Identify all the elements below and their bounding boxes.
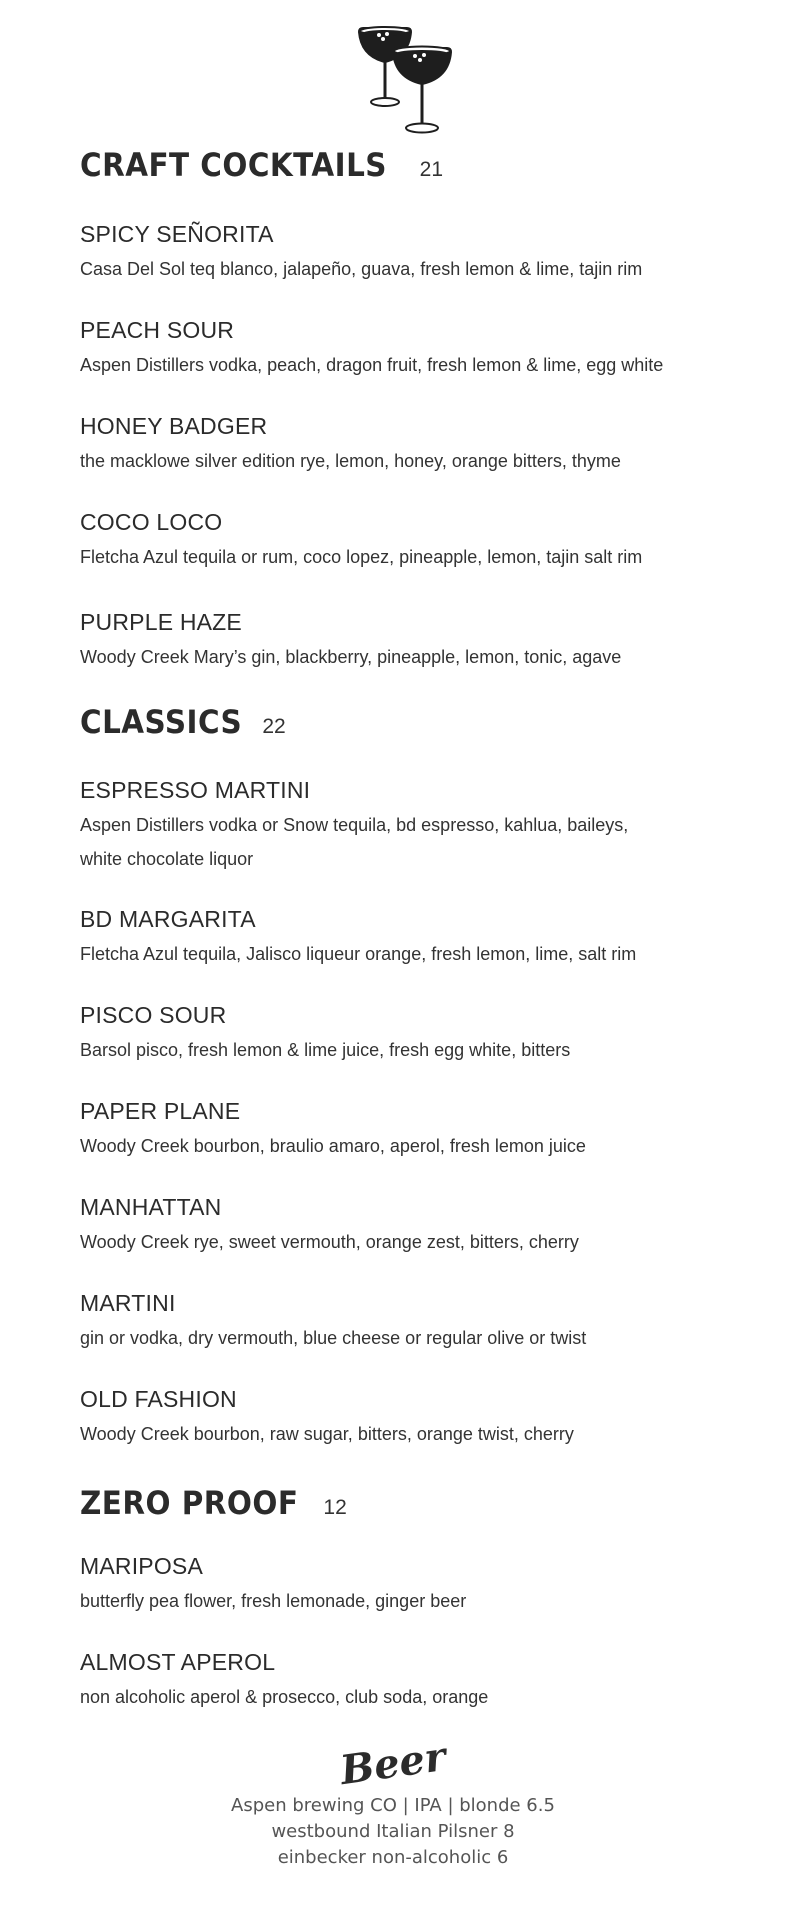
section-header-classics bbox=[80, 703, 286, 741]
section-header-zero-proof bbox=[80, 1484, 347, 1522]
section-title: CLASSICS bbox=[80, 703, 243, 741]
item-name: OLD FASHION bbox=[80, 1386, 237, 1412]
item-description: gin or vodka, dry vermouth, blue cheese or regular olive or twist bbox=[80, 1328, 587, 1348]
item-description: Woody Creek rye, sweet vermouth, orange zest, bitters, cherry bbox=[80, 1232, 579, 1252]
item-description: Casa Del Sol teq blanco, jalapeño, guava, fresh lemon & lime, tajin rim bbox=[80, 259, 643, 279]
section-price: 21 bbox=[419, 158, 443, 181]
menu-item bbox=[80, 1001, 740, 1067]
item-description: Aspen Distillers vodka, peach, dragon fruit, fresh lemon & lime, egg white bbox=[80, 355, 664, 375]
item-description: non alcoholic aperol & prosecco, club soda, orange bbox=[80, 1687, 489, 1707]
menu-item bbox=[80, 1385, 740, 1451]
menu-item bbox=[80, 1193, 740, 1259]
menu-item bbox=[80, 608, 740, 674]
item-description: the macklowe silver edition rye, lemon, honey, orange bitters, thyme bbox=[80, 451, 621, 471]
item-name: BD MARGARITA bbox=[80, 906, 256, 932]
item-description: butterfly pea flower, fresh lemonade, ginger beer bbox=[80, 1591, 467, 1611]
menu-item bbox=[80, 220, 740, 286]
item-name: ALMOST APEROL bbox=[80, 1649, 276, 1675]
beer-line: einbecker non-alcoholic 6 bbox=[277, 1847, 509, 1868]
item-name: PEACH SOUR bbox=[80, 317, 235, 343]
menu-item bbox=[80, 508, 740, 574]
section-title: CRAFT COCKTAILS bbox=[80, 146, 387, 184]
cocktail-glasses-icon bbox=[355, 22, 455, 138]
section-price: 12 bbox=[323, 1496, 347, 1519]
item-name: COCO LOCO bbox=[80, 509, 223, 535]
menu-item bbox=[80, 316, 740, 382]
item-description: Fletcha Azul tequila, Jalisco liqueur orange, fresh lemon, lime, salt rim bbox=[80, 944, 637, 964]
item-name: MANHATTAN bbox=[80, 1194, 222, 1220]
item-name: MARTINI bbox=[80, 1290, 176, 1316]
menu-item bbox=[80, 412, 740, 478]
item-description: Fletcha Azul tequila or rum, coco lopez, pineapple, lemon, tajin salt rim bbox=[80, 547, 643, 567]
item-description: Woody Creek bourbon, raw sugar, bitters, orange twist, cherry bbox=[80, 1424, 574, 1444]
beer-list bbox=[0, 1793, 786, 1871]
menu-item bbox=[80, 905, 740, 971]
item-name: HONEY BADGER bbox=[80, 413, 268, 439]
item-name: ESPRESSO MARTINI bbox=[80, 777, 311, 803]
item-description: Barsol pisco, fresh lemon & lime juice, fresh egg white, bitters bbox=[80, 1040, 571, 1060]
item-description: Woody Creek Mary’s gin, blackberry, pineapple, lemon, tonic, agave bbox=[80, 647, 622, 667]
item-name: MARIPOSA bbox=[80, 1553, 204, 1579]
item-name: PISCO SOUR bbox=[80, 1002, 227, 1028]
section-header-craft-cocktails bbox=[80, 146, 443, 184]
item-description: Aspen Distillers vodka or Snow tequila, bd espresso, kahlua, baileys, white chocolate liquor bbox=[80, 815, 629, 869]
item-name: SPICY SEÑORITA bbox=[80, 221, 274, 247]
item-name: PURPLE HAZE bbox=[80, 609, 242, 635]
item-description: Woody Creek bourbon, braulio amaro, aperol, fresh lemon juice bbox=[80, 1136, 586, 1156]
menu-item bbox=[80, 1552, 740, 1618]
beer-line: Aspen brewing CO | IPA | blonde 6.5 bbox=[231, 1795, 555, 1816]
item-name: PAPER PLANE bbox=[80, 1098, 241, 1124]
menu-item bbox=[80, 1289, 740, 1355]
menu-item bbox=[80, 776, 740, 876]
section-price: 22 bbox=[262, 715, 286, 738]
beer-line: westbound Italian Pilsner 8 bbox=[271, 1821, 515, 1842]
section-title: ZERO PROOF bbox=[80, 1484, 299, 1522]
beer-title: Beer bbox=[337, 1732, 449, 1795]
menu-item bbox=[80, 1097, 740, 1163]
